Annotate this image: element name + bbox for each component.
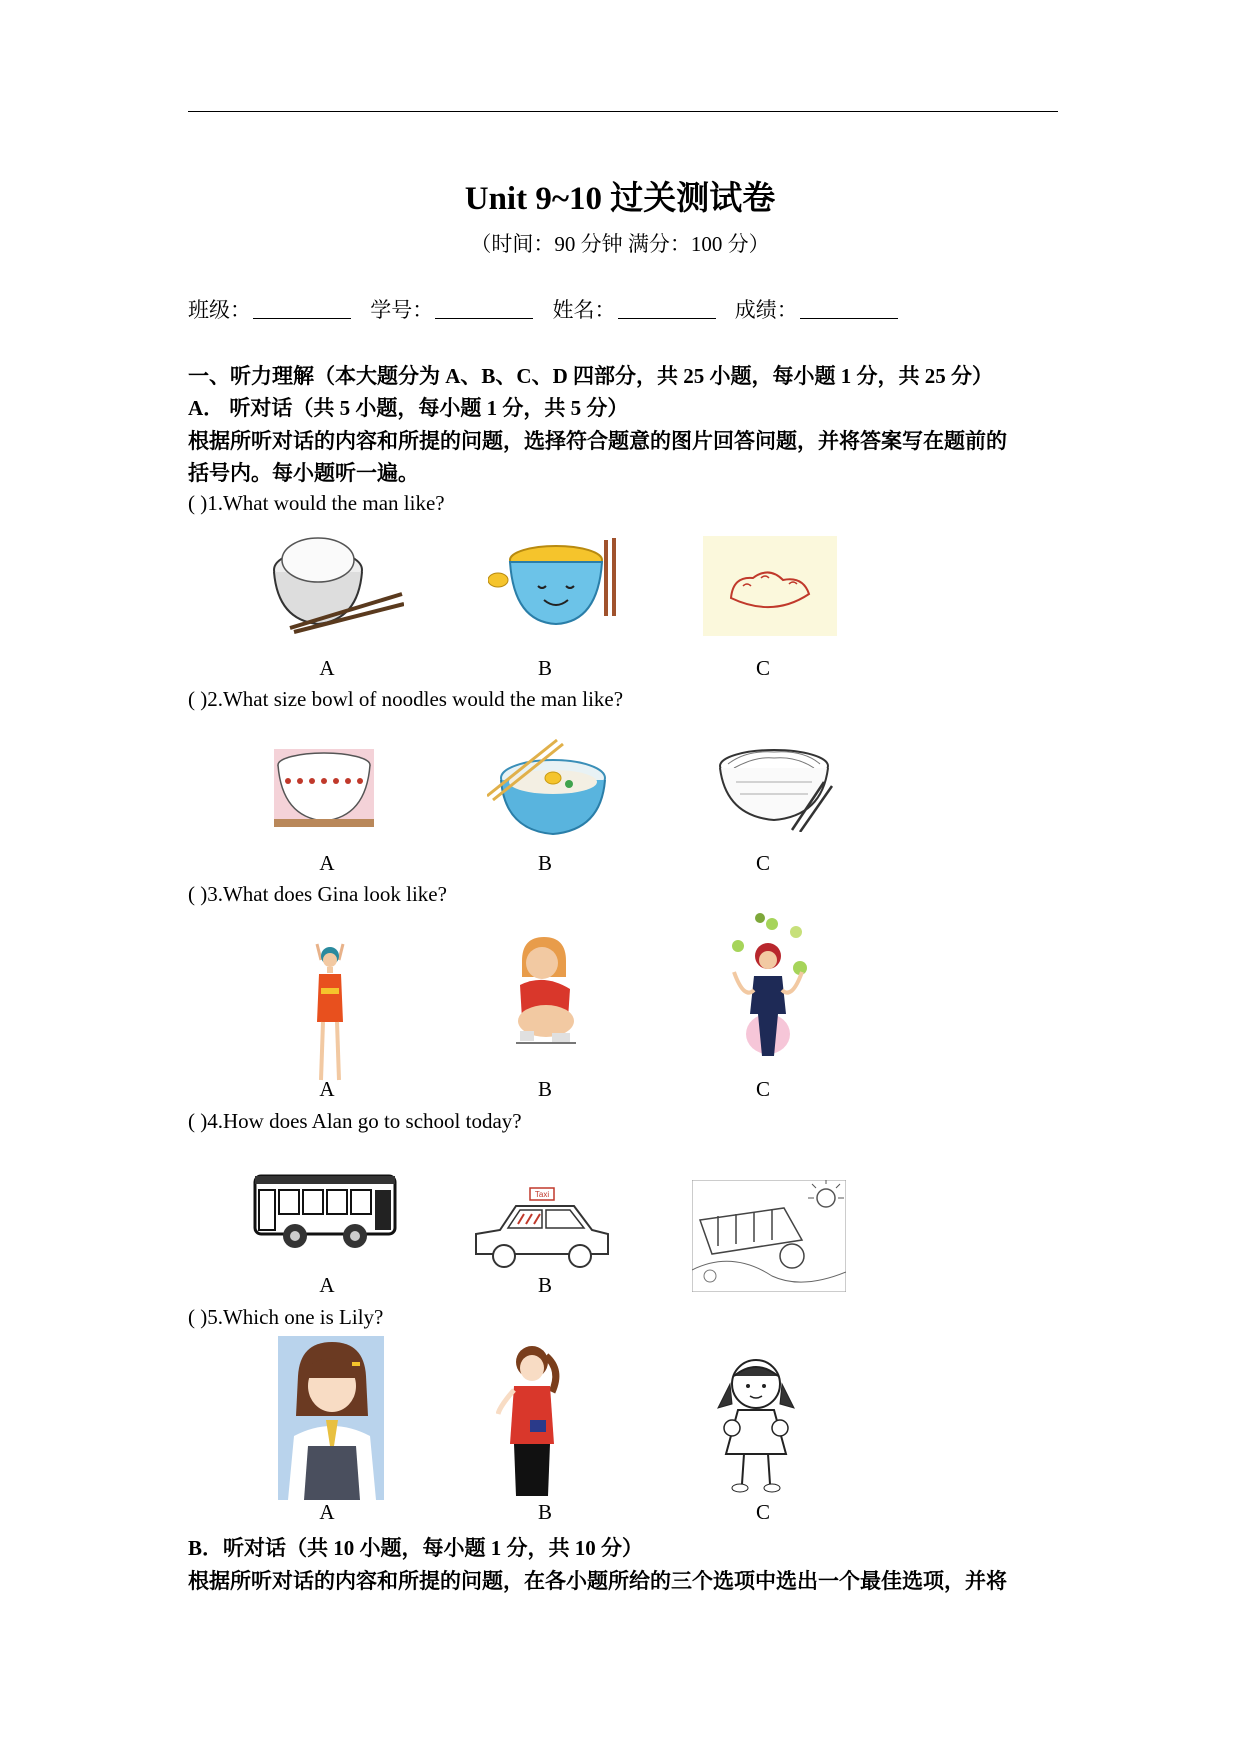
page-title: Unit 9~10 过关测试卷 xyxy=(464,181,776,217)
question-1: ( )1.What would the man like? xyxy=(188,491,445,515)
question-3: ( )3.What does Gina look like? xyxy=(188,882,447,906)
partB-heading: B．听对话（共 10 小题，每小题 1 分，共 10 分） xyxy=(188,1536,644,1560)
short-hair-girl-icon xyxy=(278,1336,384,1500)
q5-option-b-label: B xyxy=(537,1500,552,1524)
small-bowl-icon xyxy=(274,749,374,827)
q1-option-b-label: B xyxy=(537,656,552,680)
q5-option-a-label: A xyxy=(319,1500,335,1524)
q3-option-c-label: C xyxy=(755,1077,770,1101)
short-girl-icon xyxy=(506,933,582,1049)
name-label: 姓名： xyxy=(552,298,616,322)
q4-option-a-label: A xyxy=(319,1273,335,1297)
q2-option-c-label: C xyxy=(755,851,770,875)
pigtail-girl-icon xyxy=(714,1346,796,1496)
q4-option-b-label: B xyxy=(537,1273,552,1297)
q3-option-b-label: B xyxy=(537,1077,552,1101)
q1-option-a-label: A xyxy=(319,656,335,680)
large-bowl-icon xyxy=(716,742,836,832)
student-info-row xyxy=(188,294,912,324)
taxi-icon xyxy=(470,1186,612,1270)
name-blank[interactable] xyxy=(618,298,716,319)
q2-option-b-label: B xyxy=(537,851,552,875)
score-label: 成绩： xyxy=(734,298,798,322)
student-number-label: 学号： xyxy=(370,298,434,322)
train-icon xyxy=(692,1180,846,1292)
q2-option-a-label: A xyxy=(319,851,335,875)
score-blank[interactable] xyxy=(800,298,898,319)
rice-bowl-icon xyxy=(270,532,404,634)
student-number-blank[interactable] xyxy=(435,298,533,319)
question-4: ( )4.How does Alan go to school today? xyxy=(188,1109,522,1133)
ponytail-girl-icon xyxy=(496,1340,568,1500)
dumplings-icon xyxy=(703,536,837,636)
section1-heading: 一、听力理解（本大题分为 A、B、C、D 四部分，共 25 小题，每小题 1 分，共 25 分） xyxy=(188,364,994,388)
bus-icon xyxy=(251,1172,399,1252)
tall-thin-girl-icon xyxy=(305,940,355,1086)
partB-instruction-1: 根据所听对话的内容和所提的问题，在各小题所给的三个选项中选出一个最佳选项，并将 xyxy=(188,1569,1007,1593)
medium-bowl-icon xyxy=(487,738,617,840)
partA-heading: A． 听对话（共 5 小题，每小题 1 分，共 5 分） xyxy=(188,396,629,420)
partA-instruction-1: 根据所听对话的内容和所提的问题，选择符合题意的图片回答问题，并将答案写在题前的 xyxy=(188,429,1007,453)
question-2: ( )2.What size bowl of noodles would the man like? xyxy=(188,687,624,711)
page-subtitle: （时间：90 分钟 满分：100 分） xyxy=(470,232,770,256)
class-blank[interactable] xyxy=(253,298,351,319)
partA-instruction-2: 括号内。每小题听一遍。 xyxy=(188,461,419,485)
noodle-bowl-icon xyxy=(488,536,622,632)
q3-option-a-label: A xyxy=(319,1077,335,1101)
taxi-sign-text: Taxi xyxy=(534,1190,550,1199)
header-rule xyxy=(188,111,1058,112)
q1-option-c-label: C xyxy=(755,656,770,680)
medium-build-woman-icon xyxy=(724,910,808,1060)
question-5: ( )5.Which one is Lily? xyxy=(188,1305,384,1329)
q5-option-c-label: C xyxy=(755,1500,770,1524)
class-label: 班级： xyxy=(188,298,251,322)
